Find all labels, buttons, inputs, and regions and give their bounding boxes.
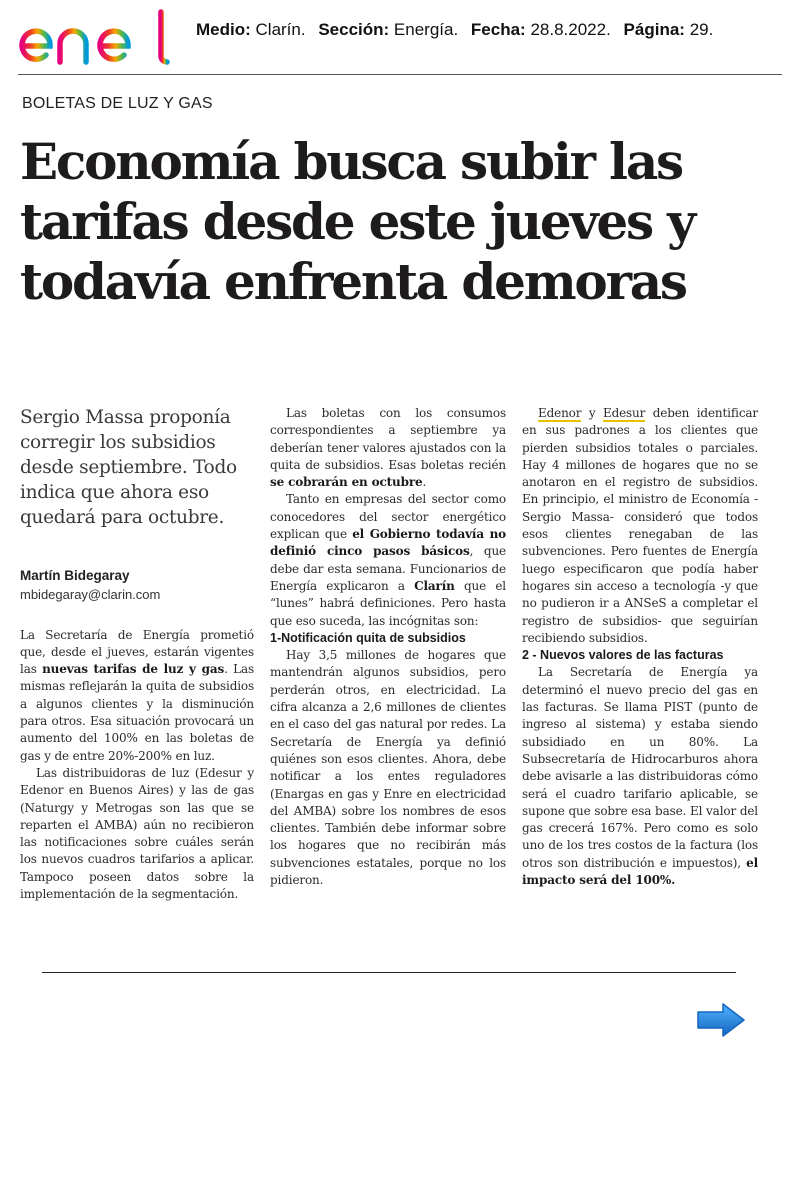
pagina-label: Página:	[623, 20, 685, 39]
col2-paragraph-1	[270, 405, 506, 491]
text-run: Tanto en empresas del sector como conocedores del sector energético explican que	[270, 492, 506, 542]
article-lead: Sergio Massa proponía corregir los subsidios desde septiembre. Todo indica que ahora eso quedará para octubre.	[20, 407, 237, 528]
col2-paragraph-3: Hay 3,5 millones de hogares que mantendrán algunos subsidios, pero perderán otros, en electricidad. La cifra alcanza a 2,6 millones de clientes en el caso del gas natural por redes. La Secretaría de Energía ya definió quiénes son esos clientes. Ahora, debe notificar a los entes reguladores (Enargas en gas y Enre en electricidad del AMBA) sobre los nombres de esos clientes. También debe informar sobre los hogares que no recibirán más subvenciones estatales, porque no los pidieron.	[270, 648, 506, 888]
enel-logo	[16, 8, 171, 66]
seccion-value: Energía.	[393, 20, 459, 39]
fecha-value: 28.8.2022.	[530, 20, 611, 39]
subhead-2: 2 - Nuevos valores de las facturas	[522, 648, 724, 663]
next-page-button[interactable]	[695, 1000, 747, 1040]
text-run: .	[422, 475, 427, 490]
text-run: , que debe dar esta semana. Funcionarios de Energía explicaron a	[270, 544, 506, 593]
text-run: deben identificar en sus padrones a los clientes que pierden subsidios totales o parciales. Hay 4 millones de hogares que no se anotaron en el registro de subsidios. En principio, el ministro de Economía -Sergio Massa- consideró que todos esos clientes renegaban de las subvenciones. Pero fuentes de Energía luego especificaron que podía haber hogares sin acceso a tecnología -y que no pudieron ir a ANSeS a completar el registro de subsidios- que seguirían recibiendo subsidios.	[522, 406, 758, 645]
headline-line-2: tarifas desde este jueves y	[20, 192, 694, 251]
text-run: La Secretaría de Energía ya determinó el nuevo precio del gas en las facturas. Se llama PIST (punto de ingreso al sistema) y estaba siendo subsidiado en un 80%. La Subsecretaría de Hidrocarburos ahora debe avisarle a las distribuidoras cómo será el cuadro tarifario aplicable, se supone que sobre esa base. El valor del gas crecerá 167%. Pero como es solo uno de los tres costos de la factura (los otros son distribución e impuestos),	[522, 665, 758, 870]
subhead-1: 1-Notificación quita de subsidios	[270, 630, 466, 645]
col1-paragraph-2: Las distribuidoras de luz (Edesur y Edenor en Buenos Aires) y las de gas (Naturgy y Metrogas son las que se reparten el AMBA) aún no recibieron las notificaciones sobre cuáles serán los nuevos cuadros tarifarios a aplicar. Tampoco poseen datos sobre la implementación de la segmentación.	[20, 765, 254, 902]
article-column-2	[270, 405, 506, 889]
article-column-3	[522, 405, 758, 889]
bold-run: se cobrarán en octubre	[270, 475, 423, 490]
text-run: La Secretaría de Energía prometió que, desde el jueves, estarán vigentes las	[20, 627, 254, 677]
text-run: y	[581, 406, 603, 420]
bold-run: nuevas tarifas de luz y gas	[42, 662, 225, 677]
text-run: Las boletas con los consumos correspondientes a septiembre ya deberían tener valores ajustados con la quita de subsidios. Esas boletas recién	[270, 406, 506, 472]
seccion-label: Sección:	[318, 20, 390, 39]
bold-run: el impacto será del 100%.	[522, 855, 758, 888]
medio-value: Clarín.	[255, 20, 306, 39]
fecha-label: Fecha:	[470, 20, 526, 39]
article-headline	[20, 132, 780, 312]
col3-paragraph-2	[522, 664, 758, 889]
article-column-1	[20, 405, 254, 903]
headline-line-3: todavía enfrenta demoras	[20, 252, 686, 311]
bottom-divider	[42, 972, 736, 973]
col2-paragraph-2	[270, 491, 506, 629]
col1-paragraph-1	[20, 627, 254, 765]
bold-run: el Gobierno todavía no definió cinco pasos básicos	[270, 527, 506, 559]
headline-line-1: Economía busca subir las	[20, 132, 682, 191]
col3-paragraph-1	[522, 405, 758, 647]
arrow-right-icon	[695, 1000, 747, 1040]
medio-label: Medio:	[196, 20, 251, 39]
bold-run: Clarín	[414, 578, 455, 593]
highlighted-term-edesur: Edesur	[602, 406, 646, 420]
author-email: mbidegaray@clarin.com	[20, 587, 161, 603]
highlighted-term-edenor: Edenor	[538, 406, 582, 420]
pagina-value: 29.	[689, 20, 714, 39]
publication-metadata	[196, 20, 713, 40]
text-run: que el “lunes” habrá definiciones. Pero hasta que eso suceda, las incógnitas son:	[270, 578, 506, 628]
author-name: Martín Bidegaray	[20, 568, 130, 583]
document-header	[0, 0, 800, 76]
header-divider	[18, 74, 782, 75]
section-tag: BOLETAS DE LUZ Y GAS	[22, 95, 213, 112]
text-run: . Las mismas reflejarán la quita de subsidios a algunos clientes y la disminución para otros. Esa situación provocará un aumento del 100% en las boletas de gas y de entre 20%-200% en luz.	[20, 662, 254, 763]
